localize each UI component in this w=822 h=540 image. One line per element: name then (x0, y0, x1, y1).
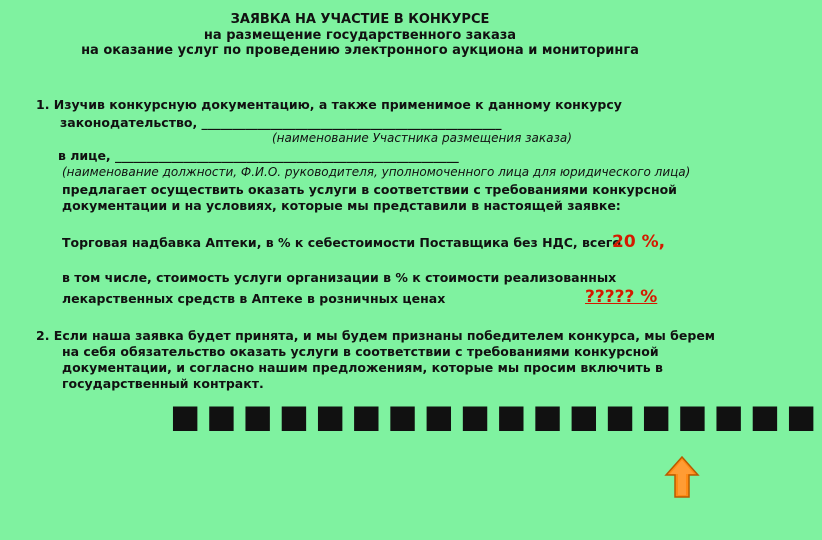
up-arrow-icon[interactable] (664, 455, 700, 499)
section1-line3: в лице, _______________________________________________________ (58, 148, 459, 163)
section1-line2: законодательство, ________________________________________________ (60, 115, 502, 130)
title-line-3: на оказание услуг по проведению электронного аукциона и мониторинга (81, 43, 639, 58)
section2-line3: документации, и согласно нашим предложениям, которые мы просим включить в (62, 360, 663, 375)
title-line-1: ЗАЯВКА НА УЧАСТИЕ В КОНКУРСЕ (230, 12, 490, 27)
section1-line5: документации и на условиях, которые мы представили в настоящей заявке: (62, 198, 621, 213)
dots-separator: ■■■■■■■■■■■■■■■■■■ (170, 397, 822, 435)
section2-line1: 2. Если наша заявка будет принята, и мы будем признаны победителем конкурса, мы берем (36, 328, 716, 343)
section2-line4: государственный контракт. (62, 376, 264, 391)
representative-note: (наименование должности, Ф.И.О. руководителя, уполномоченного лица для юридического лица) (62, 165, 691, 179)
section1-line4: предлагает осуществить оказать услуги в соответствии с требованиями конкурсной (62, 182, 677, 197)
title-line-2: на размещение государственного заказа (203, 28, 517, 43)
participant-name-note: (наименование Участника размещения заказа) (272, 131, 572, 145)
section1-line1: 1. Изучив конкурсную документацию, а также применимое к данному конкурсу (36, 97, 622, 112)
cost-value: ????? % (585, 287, 658, 307)
cost-line-1: в том числе, стоимость услуги организации в % к стоимости реализованных (62, 270, 617, 285)
markup-value: 20 %, (612, 232, 666, 252)
markup-label: Торговая надбавка Аптеки, в % к себестоимости Поставщика без НДС, всего (62, 235, 621, 250)
cost-line-2: лекарственных средств в Аптеке в розничных ценах (62, 291, 446, 306)
section2-line2: на себя обязательство оказать услуги в соответствии с требованиями конкурсной (62, 344, 659, 359)
